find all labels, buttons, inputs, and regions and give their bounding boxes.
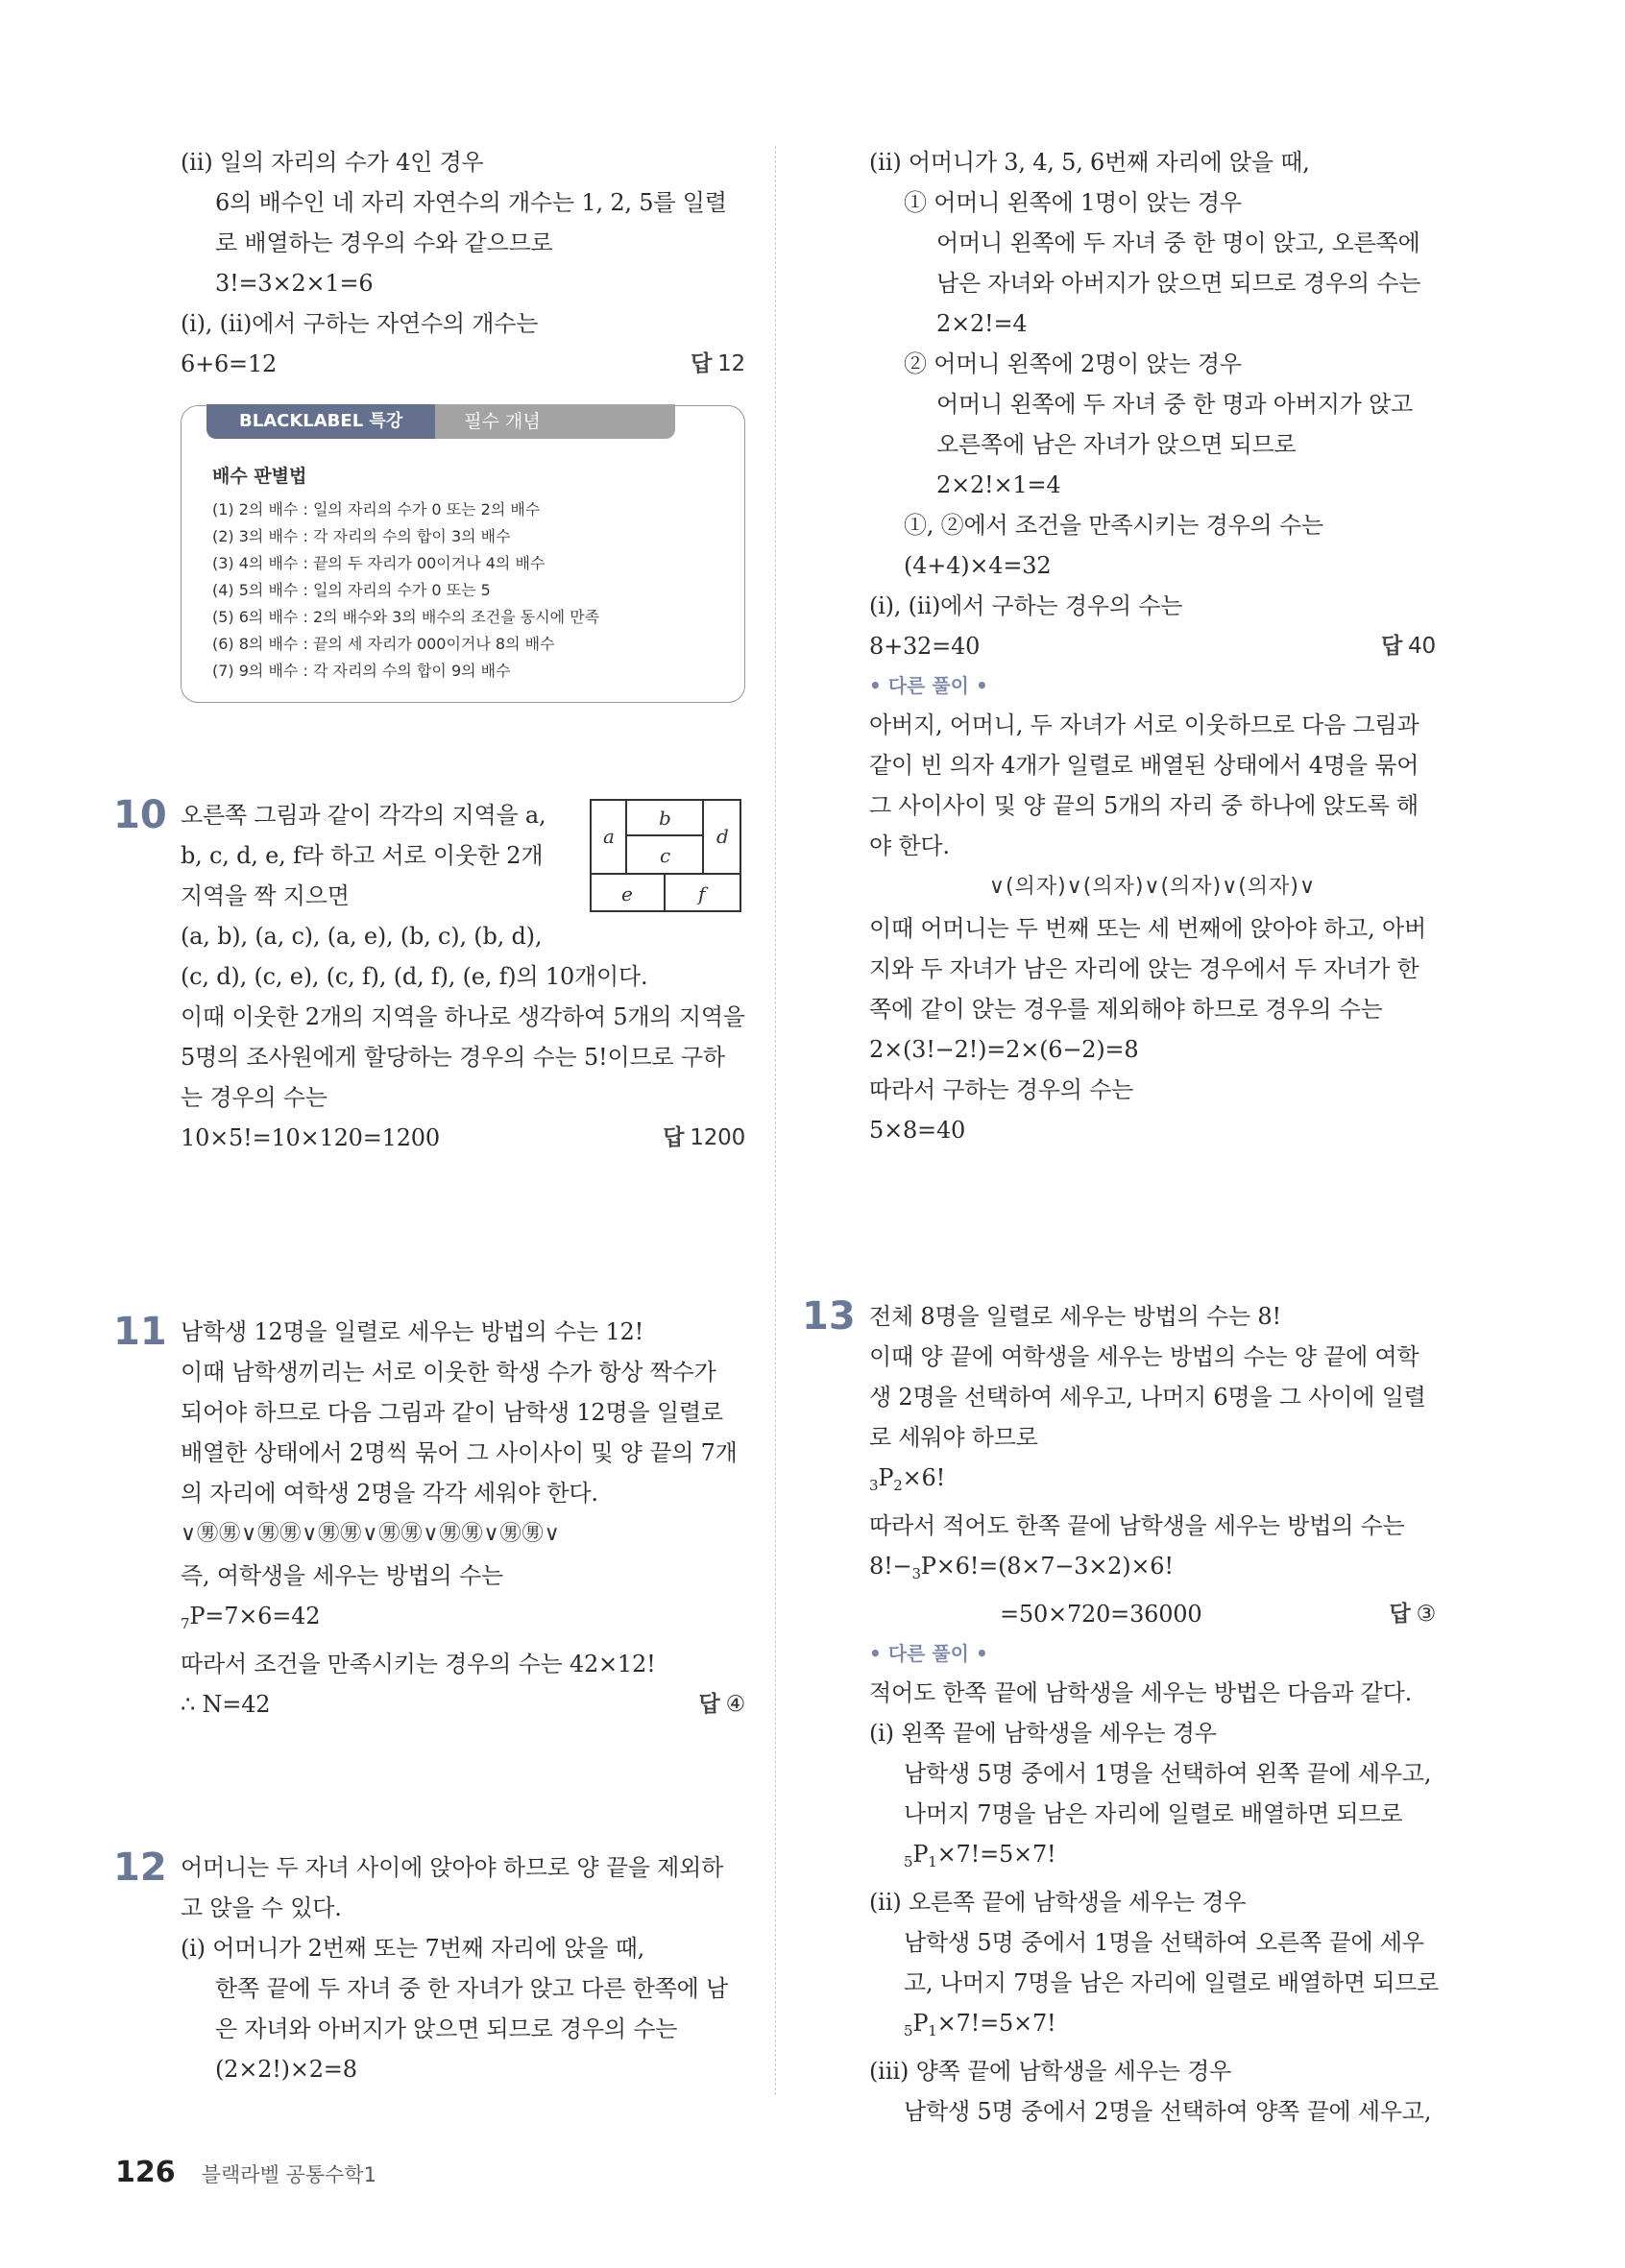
solution-11 [113, 1310, 745, 1725]
text-line: 지역을 짝 지으면 [181, 882, 350, 909]
equation: (4+4)×4=32 [904, 552, 1052, 579]
text-line: 이때 남학생끼리는 서로 이웃한 학생 수가 항상 짝수가 [181, 1359, 716, 1386]
rule-item: (1) 2의 배수 : 일의 자리의 수가 0 또는 2의 배수 [212, 500, 541, 519]
region-a: a [603, 825, 615, 848]
equation: $_5P_1\times 7!=5\times 7$! [904, 1841, 1056, 1870]
equation: 3!=3×2×1=6 [215, 270, 374, 297]
answer-row [869, 626, 1436, 666]
text-line: 의 자리에 여학생 2명을 각각 세워야 한다. [181, 1480, 598, 1507]
problem-number: 11 [113, 1310, 167, 1354]
text-line: 적어도 한쪽 끝에 남학생을 세우는 방법은 다음과 같다. [869, 1679, 1413, 1706]
text-line: 로 배열하는 경우의 수와 같으므로 [215, 229, 553, 256]
equation: 2×2!=4 [936, 310, 1028, 337]
text-line: 어머니는 두 자녀 사이에 앉아야 하므로 양 끝을 제외하 [181, 1854, 724, 1881]
text-line: (ⅲ) 양쪽 끝에 남학생을 세우는 경우 [869, 2058, 1232, 2085]
text-line: (ⅱ) 오른쪽 끝에 남학생을 세우는 경우 [869, 1889, 1247, 1916]
text-line: 은 자녀와 아버지가 앉으면 되므로 경우의 수는 [215, 2015, 678, 2042]
text-line: 이때 어머니는 두 번째 또는 세 번째에 앉아야 하고, 아버 [869, 915, 1426, 942]
equation: $_7$P=7×6=42 [181, 1603, 321, 1632]
book-title: 블랙라벨 공통수학1 [201, 2163, 377, 2186]
region-e: e [621, 882, 633, 905]
region-b: b [659, 807, 671, 830]
text-line: (c, d), (c, e), (c, f), (d, f), (e, f)의 10개이다. [181, 963, 648, 990]
text-line: 나머지 7명을 남은 자리에 일렬로 배열하면 되므로 [904, 1800, 1403, 1827]
rule-item: (3) 4의 배수 : 끝의 두 자리가 00이거나 4의 배수 [212, 554, 546, 572]
text-line: 쪽에 같이 앉는 경우를 제외해야 하므로 경우의 수는 [869, 996, 1383, 1023]
right-column [802, 142, 1440, 2132]
text-line: 남학생 12명을 일렬로 세우는 방법의 수는 12! [181, 1318, 644, 1345]
problem-number: 10 [113, 793, 167, 837]
equation: $8!-_3P\times 6!=(8\times 7-3\times 2)\times 6$! [869, 1553, 1174, 1582]
text-line: 오른쪽에 남은 자녀가 앉으면 되므로 [936, 431, 1297, 458]
solution-10 [113, 793, 745, 1158]
region-f: f [698, 882, 706, 905]
text-line: 이때 양 끝에 여학생을 세우는 방법의 수는 양 끝에 여학 [869, 1343, 1419, 1370]
problem-number: 12 [113, 1846, 167, 1890]
text-line: 이때 이웃한 2개의 지역을 하나로 생각하여 5개의 지역을 [181, 1003, 745, 1030]
column-divider [775, 146, 776, 2095]
text-line: 전체 8명을 일렬로 세우는 방법의 수는 8! [869, 1303, 1281, 1330]
text-line: 6의 배수인 네 자리 자연수의 개수는 1, 2, 5를 일렬 [215, 189, 727, 216]
equation: =50×720=36000 [1000, 1601, 1202, 1628]
rule-item: (7) 9의 배수 : 각 자리의 수의 합이 9의 배수 [212, 662, 511, 680]
answer: 답 1200 [663, 1125, 745, 1150]
rule-item: (4) 5의 배수 : 일의 자리의 수가 0 또는 5 [212, 581, 491, 599]
text-line: 따라서 적어도 한쪽 끝에 남학생을 세우는 방법의 수는 [869, 1512, 1405, 1539]
region-c: c [660, 844, 671, 867]
text-line: 고, 나머지 7명을 남은 자리에 일렬로 배열하면 되므로 [904, 1969, 1440, 1996]
equation: $_3P_2\times 6$! [869, 1464, 946, 1494]
text-line: 즉, 여학생을 세우는 방법의 수는 [181, 1562, 503, 1589]
solution-12 [113, 1846, 745, 2089]
blacklabel-tabs [206, 404, 675, 439]
rule-item: (6) 8의 배수 : 끝의 세 자리가 000이거나 8의 배수 [212, 635, 555, 653]
text-line: (ⅱ) 일의 자리의 수가 4인 경우 [181, 149, 484, 176]
answer-row [181, 344, 745, 384]
answer-row [869, 1594, 1436, 1634]
text-line: 지와 두 자녀가 남은 자리에 앉는 경우에서 두 자녀가 한 [869, 955, 1419, 982]
equation: 10×5!=10×120=1200 [181, 1124, 440, 1151]
text-line: 로 세워야 하므로 [869, 1424, 1038, 1451]
equation: 2×(3!−2!)=2×(6−2)=8 [869, 1036, 1139, 1063]
blacklabel-box [181, 405, 745, 703]
text-line: 남학생 5명 중에서 2명을 선택하여 양쪽 끝에 세우고, [904, 2098, 1432, 2125]
text-line: 배열한 상태에서 2명씩 묶어 그 사이사이 및 양 끝의 7개 [181, 1439, 738, 1466]
text-line: 같이 빈 의자 4개가 일렬로 배열된 상태에서 4명을 묶어 [869, 752, 1419, 779]
answer: 답 ④ [698, 1692, 745, 1717]
equation: 5×8=40 [869, 1117, 966, 1144]
text-line: 되어야 하므로 다음 그림과 같이 남학생 12명을 일렬로 [181, 1399, 723, 1426]
rule-item: (2) 3의 배수 : 각 자리의 수의 합이 3의 배수 [212, 527, 511, 545]
answer: 답 ③ [1389, 1602, 1436, 1627]
equation: 2×2!×1=4 [936, 471, 1061, 498]
solution-13 [802, 1294, 1440, 2132]
alt-solution-label: • 다른 풀이 • [869, 674, 988, 697]
equation: 8+32=40 [869, 633, 981, 660]
text-line: ② 어머니 왼쪽에 2명이 앉는 경우 [904, 350, 1242, 377]
text-line: ① 어머니 왼쪽에 1명이 앉는 경우 [904, 189, 1242, 216]
alt-solution-label: • 다른 풀이 • [869, 1642, 988, 1665]
text-line: 어머니 왼쪽에 두 자녀 중 한 명이 앉고, 오른쪽에 [936, 229, 1420, 256]
equation: (2×2!)×2=8 [215, 2056, 357, 2083]
text-line: 5명의 조사원에게 할당하는 경우의 수는 5!이므로 구하 [181, 1044, 725, 1071]
equation: $_5P_1\times 7!=5\times 7$! [904, 2010, 1056, 2039]
text-line: 야 한다. [869, 832, 950, 859]
text-line: 남학생 5명 중에서 1명을 선택하여 왼쪽 끝에 세우고, [904, 1760, 1432, 1787]
text-line: 어머니 왼쪽에 두 자녀 중 한 명과 아버지가 앉고 [936, 391, 1414, 418]
answer-row [181, 1684, 745, 1725]
text-line: (a, b), (a, c), (a, e), (b, c), (b, d), [181, 923, 543, 950]
region-map [590, 799, 741, 912]
problem-number: 13 [802, 1294, 856, 1339]
region-d: d [716, 825, 729, 848]
answer: 답 12 [691, 351, 745, 376]
equation: ∴ N=42 [181, 1691, 271, 1718]
equation: 6+6=12 [181, 350, 278, 377]
text-line: 따라서 조건을 만족시키는 경우의 수는 42×12! [181, 1651, 656, 1677]
text-line: 한쪽 끝에 두 자녀 중 한 자녀가 앉고 다른 한쪽에 남 [215, 1975, 728, 2002]
answer: 답 40 [1381, 634, 1436, 659]
rule-item: (5) 6의 배수 : 2의 배수와 3의 배수의 조건을 동시에 만족 [212, 608, 600, 626]
text-line: 남은 자녀와 아버지가 앉으면 되므로 경우의 수는 [936, 270, 1421, 297]
page-footer [115, 2156, 376, 2189]
text-line: (ⅱ) 어머니가 3, 4, 5, 6번째 자리에 앉을 때, [869, 149, 1310, 176]
text-line: b, c, d, e, f라 하고 서로 이웃한 2개 [181, 842, 544, 869]
chair-diagram: ∨(의자)∨(의자)∨(의자)∨(의자)∨ [988, 875, 1317, 899]
text-line: (ⅰ) 어머니가 2번째 또는 7번째 자리에 앉을 때, [181, 1935, 645, 1962]
left-column [113, 142, 745, 2089]
text-line: (ⅰ), (ⅱ)에서 구하는 자연수의 개수는 [181, 310, 539, 337]
text-line: 그 사이사이 및 양 끝의 5개의 자리 중 하나에 앉도록 해 [869, 792, 1419, 819]
box-title: 배수 판별법 [212, 466, 307, 487]
text-line: 아버지, 어머니, 두 자녀가 서로 이웃하므로 다음 그림과 [869, 712, 1419, 738]
text-line: (ⅰ) 왼쪽 끝에 남학생을 세우는 경우 [869, 1720, 1217, 1747]
answer-row [181, 1118, 745, 1158]
page-number: 126 [115, 2156, 176, 2189]
text-line: ①, ②에서 조건을 만족시키는 경우의 수는 [904, 512, 1323, 539]
text-line: 따라서 구하는 경우의 수는 [869, 1076, 1134, 1103]
concept-tab: 필수 개념 [435, 404, 674, 439]
student-diagram: ∨㊚㊚∨㊚㊚∨㊚㊚∨㊚㊚∨㊚㊚∨㊚㊚∨ [181, 1522, 561, 1546]
text-line: 남학생 5명 중에서 1명을 선택하여 오른쪽 끝에 세우 [904, 1929, 1424, 1956]
text-line: 오른쪽 그림과 같이 각각의 지역을 a, [181, 802, 546, 829]
blacklabel-tab: BLACKLABEL 특강 [206, 404, 435, 439]
region-figure [590, 799, 741, 912]
text-line: 고 앉을 수 있다. [181, 1894, 342, 1921]
text-line: 생 2명을 선택하여 세우고, 나머지 6명을 그 사이에 일렬 [869, 1384, 1426, 1411]
text-line: (ⅰ), (ⅱ)에서 구하는 경우의 수는 [869, 592, 1183, 619]
text-line: 는 경우의 수는 [181, 1084, 327, 1111]
